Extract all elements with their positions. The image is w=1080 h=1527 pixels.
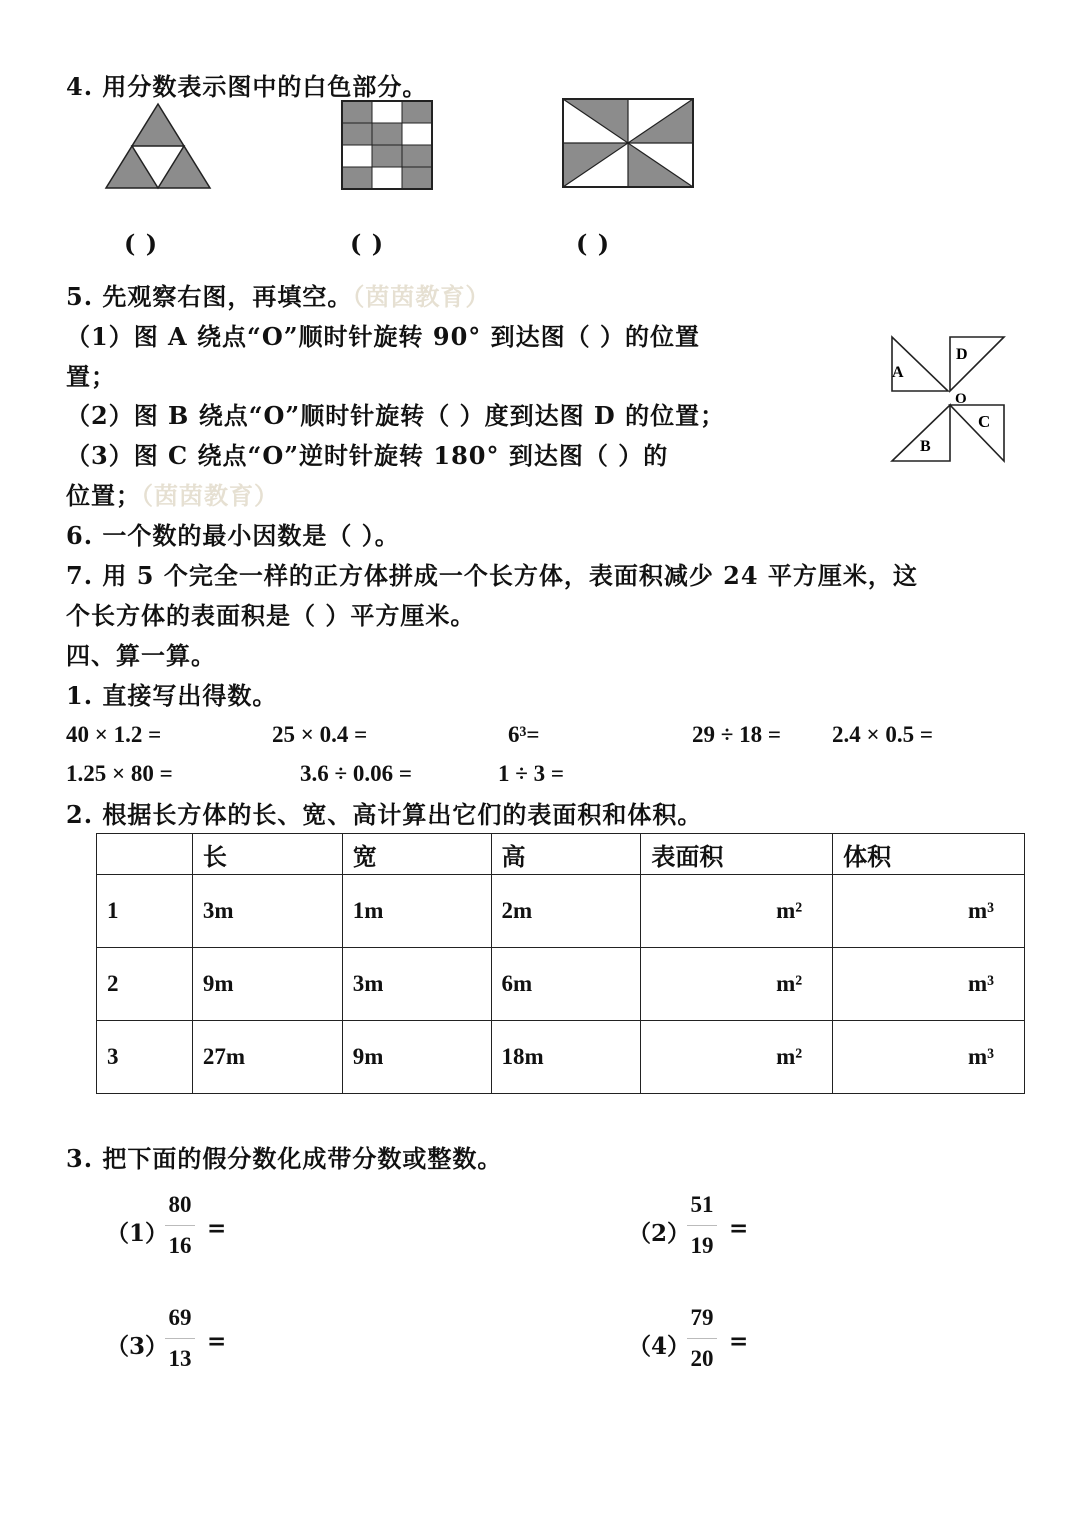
volume-cell[interactable]: m³ bbox=[833, 948, 1025, 1021]
denominator: 19 bbox=[690, 1233, 714, 1258]
q5-title-text: 5. 先观察右图，再填空。 bbox=[66, 282, 353, 311]
table-row bbox=[97, 1021, 1025, 1094]
sub2-title: 2. 根据长方体的长、宽、高计算出它们的表面积和体积。 bbox=[66, 800, 703, 829]
table-cell: 18m bbox=[491, 1021, 641, 1094]
table-cell: 3m bbox=[192, 875, 342, 948]
header-cell: 表面积 bbox=[641, 834, 833, 875]
q5-line-3-continued bbox=[66, 481, 279, 511]
calc-item: 25 × 0.4 = bbox=[272, 722, 368, 747]
equals-sign: = bbox=[207, 1328, 227, 1355]
table-cell: 9m bbox=[342, 1021, 491, 1094]
fraction-bar bbox=[165, 1338, 195, 1339]
sub3-title: 3. 把下面的假分数化成带分数或整数。 bbox=[66, 1144, 503, 1173]
fraction-label: （1） bbox=[106, 1220, 169, 1247]
q6-text: 6. 一个数的最小因数是（ ）。 bbox=[66, 521, 400, 550]
fraction bbox=[682, 1305, 722, 1372]
q7-line-1: 7. 用 5 个完全一样的正方体拼成一个长方体，表面积减少 24 平方厘米，这 bbox=[66, 561, 918, 590]
header-cell: 宽 bbox=[342, 834, 491, 875]
equals-sign: = bbox=[207, 1215, 227, 1242]
calc-item: 29 ÷ 18 = bbox=[692, 722, 781, 747]
fraction bbox=[160, 1192, 200, 1259]
label-c: C bbox=[978, 412, 991, 431]
table-cell: 9m bbox=[192, 948, 342, 1021]
rectangle-pinwheel-figure bbox=[562, 98, 694, 188]
denominator: 13 bbox=[168, 1346, 192, 1371]
calc-item: 2.4 × 0.5 = bbox=[832, 722, 933, 747]
q4-title: 4. 用分数表示图中的白色部分。 bbox=[66, 72, 428, 101]
label-a: A bbox=[892, 364, 904, 381]
calc-item: 1 ÷ 3 = bbox=[498, 761, 564, 786]
calc-item: 40 × 1.2 = bbox=[66, 722, 162, 747]
equals-sign: = bbox=[729, 1328, 749, 1355]
volume-cell[interactable]: m³ bbox=[833, 875, 1025, 948]
volume-cell[interactable]: m³ bbox=[833, 1021, 1025, 1094]
header-cell: 体积 bbox=[833, 834, 1025, 875]
q4-blank-2[interactable]: ( ) bbox=[350, 229, 385, 258]
table-cell: 1m bbox=[342, 875, 491, 948]
q5-line-2: （2）图 B 绕点“O”顺时针旋转（ ）度到达图 D 的位置； bbox=[66, 401, 726, 430]
table-cell: 2 bbox=[97, 948, 193, 1021]
denominator: 20 bbox=[690, 1346, 714, 1371]
header-cell: 长 bbox=[192, 834, 342, 875]
fraction-bar bbox=[687, 1225, 717, 1226]
table-cell: 3m bbox=[342, 948, 491, 1021]
fraction-bar bbox=[687, 1338, 717, 1339]
equals-sign: = bbox=[729, 1215, 749, 1242]
q7-line-2: 个长方体的表面积是（ ）平方厘米。 bbox=[66, 601, 476, 630]
fraction-label: （4） bbox=[628, 1333, 691, 1360]
section-4-title: 四、算一算。 bbox=[66, 641, 216, 670]
rotation-figure bbox=[886, 333, 1010, 465]
numerator: 79 bbox=[690, 1305, 714, 1330]
table-row bbox=[97, 948, 1025, 1021]
fraction bbox=[682, 1192, 722, 1259]
fraction-label: （2） bbox=[628, 1220, 691, 1247]
surface-area-cell[interactable]: m² bbox=[641, 948, 833, 1021]
table-cell: 3 bbox=[97, 1021, 193, 1094]
q5-line-3b-text: 位置； bbox=[66, 481, 141, 510]
numerator: 69 bbox=[168, 1305, 192, 1330]
fraction bbox=[160, 1305, 200, 1372]
numerator: 80 bbox=[168, 1192, 192, 1217]
q5-title bbox=[66, 282, 490, 312]
q4-blank-1[interactable]: ( ) bbox=[124, 229, 159, 258]
q5-line-1: （1）图 A 绕点“O”顺时针旋转 90° 到达图（ ）的位置 bbox=[66, 322, 701, 351]
q5-line-1-continued: 置； bbox=[66, 362, 116, 391]
checker-grid-figure bbox=[341, 100, 433, 190]
q5-line-3: （3）图 C 绕点“O”逆时针旋转 180° 到达图（ ）的 bbox=[66, 441, 669, 470]
calc-item: 6³= bbox=[508, 722, 540, 747]
table-cell: 1 bbox=[97, 875, 193, 948]
surface-area-cell[interactable]: m² bbox=[641, 875, 833, 948]
watermark-text-2: （茵茵教育） bbox=[141, 481, 279, 510]
calc-item: 1.25 × 80 = bbox=[66, 761, 173, 786]
sub1-title: 1. 直接写出得数。 bbox=[66, 681, 278, 710]
calc-item: 3.6 ÷ 0.06 = bbox=[300, 761, 412, 786]
q4-blank-3[interactable]: ( ) bbox=[576, 229, 611, 258]
table-row bbox=[97, 875, 1025, 948]
header-cell bbox=[97, 834, 193, 875]
table-cell: 6m bbox=[491, 948, 641, 1021]
cuboid-table bbox=[96, 833, 1025, 1094]
triangle-figure bbox=[104, 102, 212, 192]
numerator: 51 bbox=[690, 1192, 714, 1217]
fraction-label: （3） bbox=[106, 1333, 169, 1360]
label-d: D bbox=[956, 346, 968, 363]
table-header-row bbox=[97, 834, 1025, 875]
triangle-c bbox=[950, 405, 1004, 461]
surface-area-cell[interactable]: m² bbox=[641, 1021, 833, 1094]
table-cell: 27m bbox=[192, 1021, 342, 1094]
watermark-text: （茵茵教育） bbox=[352, 282, 491, 311]
label-o: O bbox=[955, 391, 967, 407]
label-b: B bbox=[920, 438, 931, 455]
denominator: 16 bbox=[168, 1233, 192, 1258]
table-cell: 2m bbox=[491, 875, 641, 948]
header-cell: 高 bbox=[491, 834, 641, 875]
fraction-bar bbox=[165, 1225, 195, 1226]
